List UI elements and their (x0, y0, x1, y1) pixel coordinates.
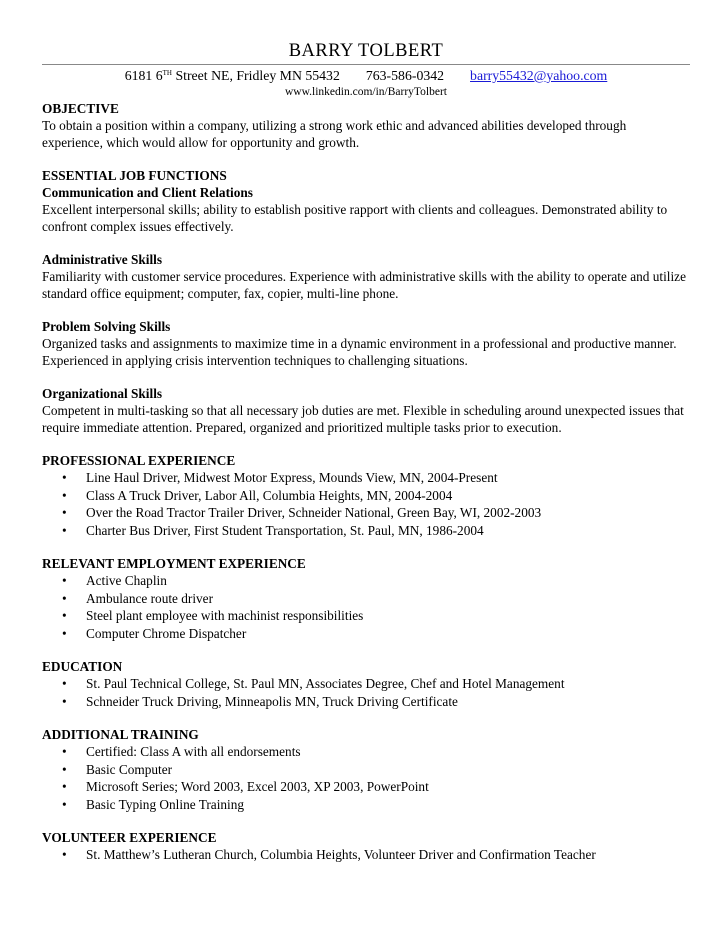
resume-page (42, 40, 690, 864)
section-title: PROFESSIONAL EXPERIENCE (42, 453, 236, 468)
professional-experience-section (42, 452, 690, 539)
list-item: • Charter Bus Driver, First Student Transportation, St. Paul, MN, 1986-2004 (62, 522, 690, 540)
section-title: VOLUNTEER EXPERIENCE (42, 830, 217, 845)
volunteer-section (42, 829, 690, 864)
list-item: • Schneider Truck Driving, Minneapolis MN, Truck Driving Certificate (62, 693, 690, 711)
phone: 763-586-0342 (365, 68, 445, 83)
header-divider (42, 64, 690, 65)
section-title: RELEVANT EMPLOYMENT EXPERIENCE (42, 556, 306, 571)
list-item: • St. Paul Technical College, St. Paul MN, Associates Degree, Chef and Hotel Management (62, 675, 690, 693)
list-item: • Over the Road Tractor Trailer Driver, Schneider National, Green Bay, WI, 2002-2003 (62, 504, 690, 522)
address-street: Street NE, Fridley MN 55432 (172, 68, 340, 83)
address (125, 68, 340, 83)
volunteer-list (42, 846, 690, 864)
list-item: • Computer Chrome Dispatcher (62, 625, 690, 643)
skill-text: Organized tasks and assignments to maximize time in a dynamic environment in a professional and productive manner. Experienced in applying crisis intervention techniques to challenging situations. (42, 336, 677, 368)
education-list (42, 675, 690, 710)
skill-heading: Organizational Skills (42, 386, 163, 401)
list-item: • Basic Computer (62, 761, 690, 779)
list-item: • Basic Typing Online Training (62, 796, 690, 814)
relevant-experience-section (42, 555, 690, 642)
list-item: • St. Matthew’s Lutheran Church, Columbia Heights, Volunteer Driver and Confirmation Teacher (62, 846, 690, 864)
list-item: • Class A Truck Driver, Labor All, Columbia Heights, MN, 2004-2004 (62, 487, 690, 505)
address-number: 6181 6 (124, 68, 163, 83)
list-item: • Active Chaplin (62, 572, 690, 590)
skill-text: Familiarity with customer service procedures. Experience with administrative skills with the ability to operate and utilize standard office equipment; computer, fax, copier, multi-line phone. (42, 269, 686, 301)
list-item: • Ambulance route driver (62, 590, 690, 608)
education-section (42, 658, 690, 710)
skill-heading: Administrative Skills (42, 252, 163, 267)
skill-block (42, 251, 690, 302)
section-title: EDUCATION (42, 659, 123, 674)
professional-list (42, 469, 690, 539)
essential-functions-section (42, 167, 690, 235)
training-section (42, 726, 690, 813)
skill-block (42, 385, 690, 436)
candidate-name: BARRY TOLBERT (288, 41, 444, 61)
list-item: • Microsoft Series; Word 2003, Excel 2003, XP 2003, PowerPoint (62, 778, 690, 796)
list-item: • Certified: Class A with all endorsements (62, 743, 690, 761)
skill-text: Competent in multi-tasking so that all necessary job duties are met. Flexible in scheduling around unexpected issues that require immediate attention. Prepared, organized and prioritized multiple tasks prior to execution. (42, 403, 684, 435)
contact-line (42, 67, 690, 84)
section-title: ESSENTIAL JOB FUNCTIONS (42, 168, 227, 183)
list-item: • Line Haul Driver, Midwest Motor Express, Mounds View, MN, 2004-Present (62, 469, 690, 487)
skill-block (42, 318, 690, 369)
address-ordinal: TH (162, 69, 172, 77)
objective-section (42, 100, 690, 151)
section-title: OBJECTIVE (42, 101, 119, 116)
email-link[interactable]: barry55432@yahoo.com (470, 68, 608, 83)
list-item: • Steel plant employee with machinist responsibilities (62, 607, 690, 625)
linkedin-url: www.linkedin.com/in/BarryTolbert (285, 86, 447, 98)
skill-heading: Problem Solving Skills (42, 319, 171, 334)
training-list (42, 743, 690, 813)
skill-heading: Communication and Client Relations (42, 185, 253, 200)
section-title: ADDITIONAL TRAINING (42, 727, 199, 742)
relevant-list (42, 572, 690, 642)
objective-text: To obtain a position within a company, utilizing a strong work ethic and advanced abilities developed through experience, which would allow for opportunity and growth. (42, 118, 627, 150)
skill-text: Excellent interpersonal skills; ability to establish positive rapport with clients and colleagues. Demonstrated ability to confront complex issues effectively. (42, 202, 668, 234)
